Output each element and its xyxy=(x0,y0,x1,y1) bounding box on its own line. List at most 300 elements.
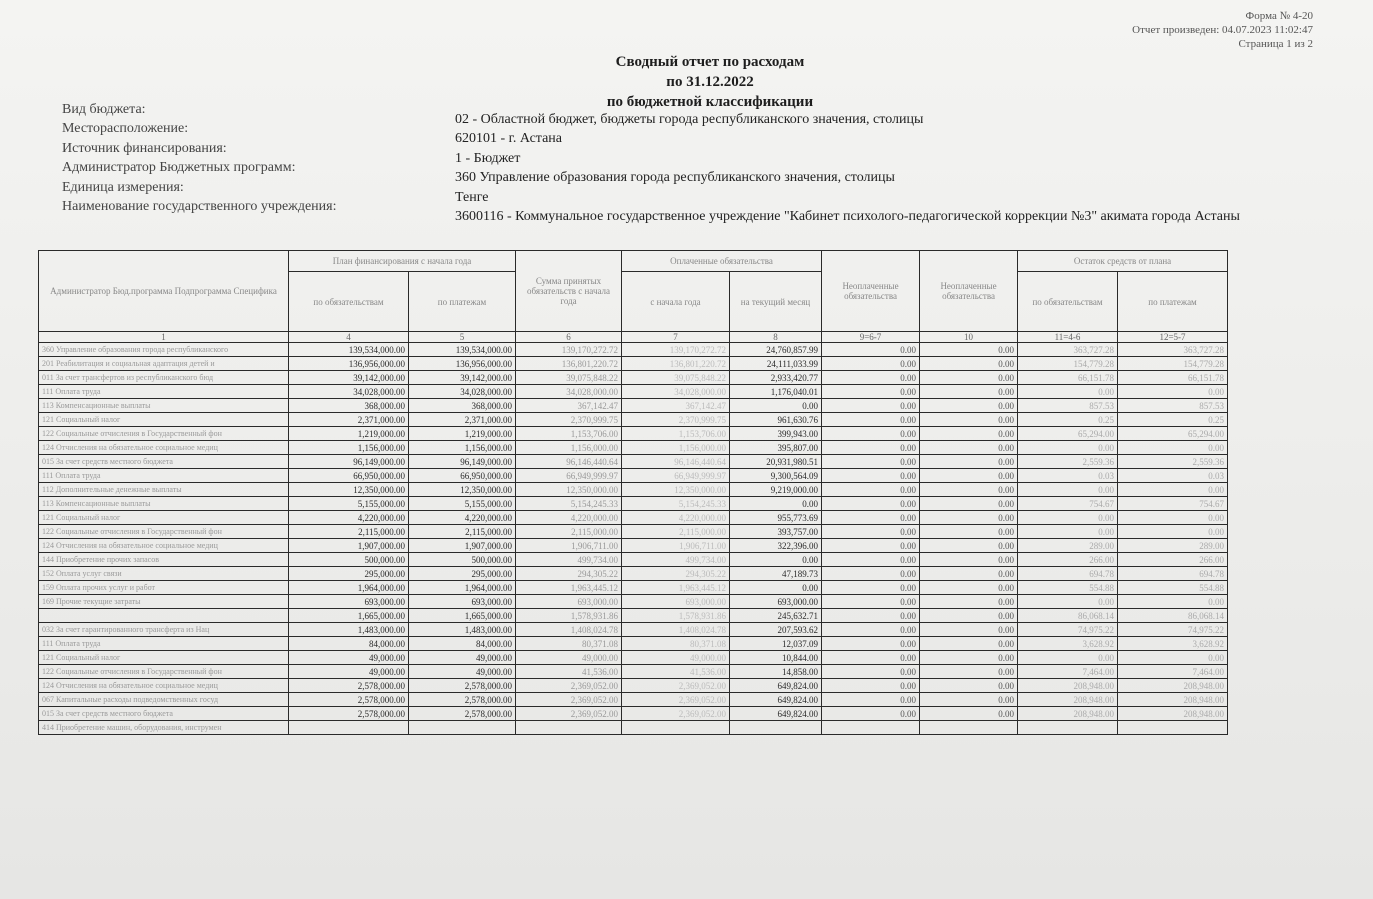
row-value: 0.00 xyxy=(1018,483,1118,497)
row-value: 295,000.00 xyxy=(409,567,516,581)
column-number: 8 xyxy=(730,332,822,343)
row-value: 49,000.00 xyxy=(289,665,409,679)
info-values xyxy=(455,110,1315,226)
row-name: 111 Оплата труда xyxy=(39,469,289,483)
table-row xyxy=(39,413,1351,427)
row-name: 124 Отчисления на обязательное социальное медиц xyxy=(39,441,289,455)
row-name: 121 Социальный налог xyxy=(39,511,289,525)
row-value: 367,142.47 xyxy=(622,399,730,413)
row-value: 2,369,052.00 xyxy=(516,707,622,721)
row-value: 295,000.00 xyxy=(289,567,409,581)
row-value xyxy=(730,721,822,735)
row-value: 2,933,420.77 xyxy=(730,371,822,385)
row-value: 0.00 xyxy=(1118,595,1228,609)
row-value: 0.25 xyxy=(1118,413,1228,427)
row-value: 208,948.00 xyxy=(1118,707,1228,721)
row-value: 0.00 xyxy=(920,525,1018,539)
row-value: 2,115,000.00 xyxy=(289,525,409,539)
row-name: 111 Оплата труда xyxy=(39,385,289,399)
row-value: 0.00 xyxy=(920,595,1018,609)
row-value: 294,305.22 xyxy=(622,567,730,581)
row-value: 0.00 xyxy=(1018,651,1118,665)
row-value: 0.00 xyxy=(822,609,920,623)
row-value xyxy=(289,721,409,735)
row-name: 159 Оплата прочих услуг и работ xyxy=(39,581,289,595)
row-value: 649,824.00 xyxy=(730,693,822,707)
row-name: 201 Реабилитация и социальная адаптация детей и xyxy=(39,357,289,371)
row-value: 66,949,999.97 xyxy=(622,469,730,483)
row-value: 154,779.28 xyxy=(1118,357,1228,371)
row-value: 0.00 xyxy=(920,679,1018,693)
row-value: 1,408,024.78 xyxy=(516,623,622,637)
row-value: 0.00 xyxy=(822,413,920,427)
row-value: 294,305.22 xyxy=(516,567,622,581)
row-value: 34,028,000.00 xyxy=(289,385,409,399)
row-value: 139,170,272.72 xyxy=(516,343,622,357)
row-value: 0.00 xyxy=(1118,525,1228,539)
row-value: 2,115,000.00 xyxy=(516,525,622,539)
row-value: 1,156,000.00 xyxy=(516,441,622,455)
row-value: 39,075,848.22 xyxy=(622,371,730,385)
row-value: 0.00 xyxy=(822,707,920,721)
info-value-administrator: 360 Управление образования города республиканского значения, столицы xyxy=(455,170,895,186)
table-row xyxy=(39,623,1351,637)
row-name: 032 За счет гарантированного трансферта из Нац xyxy=(39,623,289,637)
header-plan-payments: по платежам xyxy=(409,272,516,332)
info-label-location: Месторасположение: xyxy=(62,121,189,137)
table-row xyxy=(39,581,1351,595)
row-value: 4,220,000.00 xyxy=(516,511,622,525)
row-value: 0.00 xyxy=(1018,525,1118,539)
row-value: 0.00 xyxy=(920,427,1018,441)
row-value: 0.00 xyxy=(822,385,920,399)
row-value: 395,807.00 xyxy=(730,441,822,455)
info-label-institution: Наименование государственного учреждения: xyxy=(62,199,337,215)
row-value: 208,948.00 xyxy=(1018,693,1118,707)
row-value: 66,151.78 xyxy=(1118,371,1228,385)
row-value: 0.00 xyxy=(920,413,1018,427)
row-value: 39,142,000.00 xyxy=(409,371,516,385)
info-label-unit: Единица измерения: xyxy=(62,179,184,195)
row-value: 0.00 xyxy=(822,651,920,665)
table-row xyxy=(39,707,1351,721)
row-value: 0.03 xyxy=(1018,469,1118,483)
row-value: 0.00 xyxy=(822,511,920,525)
row-value: 12,350,000.00 xyxy=(289,483,409,497)
row-value: 12,350,000.00 xyxy=(622,483,730,497)
row-value xyxy=(920,721,1018,735)
form-number: Форма № 4-20 xyxy=(1245,10,1313,22)
row-value: 1,964,000.00 xyxy=(289,581,409,595)
row-value: 694.78 xyxy=(1018,567,1118,581)
row-value xyxy=(516,721,622,735)
row-value: 0.00 xyxy=(1118,385,1228,399)
row-value: 96,149,000.00 xyxy=(289,455,409,469)
row-value: 208,948.00 xyxy=(1018,707,1118,721)
table-row xyxy=(39,567,1351,581)
row-value: 0.00 xyxy=(1118,483,1228,497)
row-value: 12,350,000.00 xyxy=(516,483,622,497)
table-row xyxy=(39,427,1351,441)
table-row xyxy=(39,511,1351,525)
row-value: 96,146,440.64 xyxy=(516,455,622,469)
header-rem-payments: по платежам xyxy=(1118,272,1228,332)
row-name: 111 Оплата труда xyxy=(39,637,289,651)
header-paid: Оплаченные обязательства xyxy=(622,251,822,272)
row-value: 96,149,000.00 xyxy=(409,455,516,469)
row-value: 2,578,000.00 xyxy=(289,679,409,693)
row-value: 399,943.00 xyxy=(730,427,822,441)
row-value: 0.00 xyxy=(822,469,920,483)
header-unpaid-1: Неоплаченные обязательства xyxy=(822,251,920,332)
row-value: 500,000.00 xyxy=(409,553,516,567)
row-value: 7,464.00 xyxy=(1118,665,1228,679)
row-value: 12,350,000.00 xyxy=(409,483,516,497)
row-value: 66,950,000.00 xyxy=(409,469,516,483)
row-value: 289.00 xyxy=(1118,539,1228,553)
row-value: 0.00 xyxy=(822,441,920,455)
row-value: 14,858.00 xyxy=(730,665,822,679)
table-row xyxy=(39,595,1351,609)
row-value: 0.00 xyxy=(1118,511,1228,525)
column-number: 9=6-7 xyxy=(822,332,920,343)
row-value: 2,578,000.00 xyxy=(289,693,409,707)
row-value: 0.00 xyxy=(822,679,920,693)
row-value: 0.00 xyxy=(822,567,920,581)
header-code: Администратор Бюд.программа Подпрограмма Специфика xyxy=(39,251,289,332)
row-value: 393,757.00 xyxy=(730,525,822,539)
title-line-1: Сводный отчет по расходам xyxy=(615,54,805,70)
row-value: 1,483,000.00 xyxy=(289,623,409,637)
row-value: 1,963,445.12 xyxy=(516,581,622,595)
row-value: 0.00 xyxy=(822,623,920,637)
column-number: 6 xyxy=(516,332,622,343)
row-value: 12,037.09 xyxy=(730,637,822,651)
row-value: 0.00 xyxy=(920,553,1018,567)
row-name: 113 Компенсационные выплаты xyxy=(39,497,289,511)
row-value: 368,000.00 xyxy=(409,399,516,413)
row-name: 067 Капитальные расходы подведомственных госуд xyxy=(39,693,289,707)
row-value: 39,142,000.00 xyxy=(289,371,409,385)
column-number: 11=4-6 xyxy=(1018,332,1118,343)
row-value: 5,154,245.33 xyxy=(516,497,622,511)
row-value: 49,000.00 xyxy=(409,665,516,679)
row-value: 1,665,000.00 xyxy=(409,609,516,623)
row-value: 0.00 xyxy=(920,623,1018,637)
row-value: 2,578,000.00 xyxy=(409,707,516,721)
row-value: 208,948.00 xyxy=(1118,693,1228,707)
row-value: 74,975.22 xyxy=(1018,623,1118,637)
row-value: 0.00 xyxy=(822,595,920,609)
row-name: 113 Компенсационные выплаты xyxy=(39,399,289,413)
column-number: 5 xyxy=(409,332,516,343)
row-value: 7,464.00 xyxy=(1018,665,1118,679)
row-value: 136,801,220.72 xyxy=(516,357,622,371)
row-value: 500,000.00 xyxy=(289,553,409,567)
row-value: 2,115,000.00 xyxy=(409,525,516,539)
row-value: 0.00 xyxy=(822,483,920,497)
table-row xyxy=(39,609,1351,623)
row-value: 34,028,000.00 xyxy=(516,385,622,399)
table-row xyxy=(39,525,1351,539)
column-number-row xyxy=(39,332,1351,343)
row-value: 0.00 xyxy=(1018,595,1118,609)
row-value: 693,000.00 xyxy=(622,595,730,609)
row-value: 0.00 xyxy=(920,511,1018,525)
row-value: 136,956,000.00 xyxy=(289,357,409,371)
row-value: 0.25 xyxy=(1018,413,1118,427)
row-value: 2,371,000.00 xyxy=(289,413,409,427)
row-value: 0.00 xyxy=(920,707,1018,721)
row-name: 015 За счет средств местного бюджета xyxy=(39,455,289,469)
table-row xyxy=(39,385,1351,399)
row-value: 4,220,000.00 xyxy=(622,511,730,525)
row-value: 41,536.00 xyxy=(622,665,730,679)
table-row xyxy=(39,539,1351,553)
row-value: 34,028,000.00 xyxy=(622,385,730,399)
row-value: 49,000.00 xyxy=(289,651,409,665)
header-unpaid-2: Неоплаченные обязательства xyxy=(920,251,1018,332)
row-value: 2,369,052.00 xyxy=(516,679,622,693)
row-value: 136,956,000.00 xyxy=(409,357,516,371)
row-value: 0.00 xyxy=(822,371,920,385)
row-value: 0.00 xyxy=(920,665,1018,679)
row-value: 65,294.00 xyxy=(1018,427,1118,441)
row-value: 0.03 xyxy=(1118,469,1228,483)
row-value: 367,142.47 xyxy=(516,399,622,413)
row-value: 49,000.00 xyxy=(622,651,730,665)
row-value: 49,000.00 xyxy=(516,651,622,665)
row-value: 49,000.00 xyxy=(409,651,516,665)
title-line-3: по бюджетной классификации xyxy=(606,94,814,110)
row-value: 363,727.28 xyxy=(1118,343,1228,357)
info-label-budget-type: Вид бюджета: xyxy=(62,102,146,117)
row-value: 1,219,000.00 xyxy=(289,427,409,441)
row-value: 4,220,000.00 xyxy=(409,511,516,525)
row-value: 4,220,000.00 xyxy=(289,511,409,525)
row-value: 754.67 xyxy=(1018,497,1118,511)
row-value: 41,536.00 xyxy=(516,665,622,679)
row-value: 0.00 xyxy=(920,651,1018,665)
row-value: 84,000.00 xyxy=(289,637,409,651)
table-row xyxy=(39,455,1351,469)
row-value: 0.00 xyxy=(822,665,920,679)
row-value: 5,155,000.00 xyxy=(409,497,516,511)
row-value: 0.00 xyxy=(920,497,1018,511)
form-meta xyxy=(1132,9,1313,51)
table-row xyxy=(39,399,1351,413)
row-value: 2,371,000.00 xyxy=(409,413,516,427)
row-value: 499,734.00 xyxy=(622,553,730,567)
row-value: 80,371.08 xyxy=(622,637,730,651)
row-value: 0.00 xyxy=(920,357,1018,371)
row-value: 0.00 xyxy=(920,441,1018,455)
column-number: 7 xyxy=(622,332,730,343)
row-value: 0.00 xyxy=(920,385,1018,399)
header-accepted: Сумма принятых обязательств с начала года xyxy=(516,251,622,332)
row-value: 9,300,564.09 xyxy=(730,469,822,483)
row-value: 1,156,000.00 xyxy=(289,441,409,455)
row-value: 86,068.14 xyxy=(1018,609,1118,623)
row-name: 121 Социальный налог xyxy=(39,651,289,665)
row-value: 0.00 xyxy=(920,371,1018,385)
row-value: 1,483,000.00 xyxy=(409,623,516,637)
row-value: 554.88 xyxy=(1018,581,1118,595)
row-value: 5,154,245.33 xyxy=(622,497,730,511)
row-value: 0.00 xyxy=(730,553,822,567)
row-value: 1,176,040.01 xyxy=(730,385,822,399)
row-value: 207,593.62 xyxy=(730,623,822,637)
info-value-budget-type: 02 - Областной бюджет, бюджеты города республиканского значения, столицы xyxy=(455,112,924,127)
row-value: 1,153,706.00 xyxy=(516,427,622,441)
row-value: 0.00 xyxy=(1018,511,1118,525)
row-name: 414 Приобретение машин, оборудования, инструмен xyxy=(39,721,289,735)
row-value: 499,734.00 xyxy=(516,553,622,567)
row-value xyxy=(1018,721,1118,735)
row-name: 122 Социальные отчисления в Государственный фон xyxy=(39,665,289,679)
row-value: 24,111,033.99 xyxy=(730,357,822,371)
row-value: 0.00 xyxy=(822,693,920,707)
table-row xyxy=(39,343,1351,357)
row-value: 66,949,999.97 xyxy=(516,469,622,483)
row-value: 0.00 xyxy=(1118,651,1228,665)
row-value: 39,075,848.22 xyxy=(516,371,622,385)
row-value: 2,578,000.00 xyxy=(289,707,409,721)
row-value: 66,151.78 xyxy=(1018,371,1118,385)
row-value: 1,156,000.00 xyxy=(409,441,516,455)
row-value: 2,115,000.00 xyxy=(622,525,730,539)
row-value xyxy=(822,721,920,735)
row-value: 139,534,000.00 xyxy=(289,343,409,357)
row-value: 693,000.00 xyxy=(516,595,622,609)
row-value: 47,189.73 xyxy=(730,567,822,581)
table-row xyxy=(39,651,1351,665)
info-value-unit: Тенге xyxy=(455,189,489,205)
row-value: 0.00 xyxy=(920,567,1018,581)
row-name: 112 Дополнительные денежные выплаты xyxy=(39,483,289,497)
row-value: 0.00 xyxy=(920,483,1018,497)
row-value: 0.00 xyxy=(1018,385,1118,399)
row-value: 139,170,272.72 xyxy=(622,343,730,357)
row-value: 208,948.00 xyxy=(1018,679,1118,693)
table-row xyxy=(39,483,1351,497)
table-body xyxy=(39,343,1351,735)
row-name: 124 Отчисления на обязательное социальное медиц xyxy=(39,539,289,553)
info-value-location: 620101 - г. Астана xyxy=(455,131,563,147)
row-value: 0.00 xyxy=(822,539,920,553)
info-value-institution: 3600116 - Коммунальное государственное учреждение "Кабинет психолого-педагогической коррекции №3" акимата города Астаны xyxy=(455,209,1240,225)
row-value: 0.00 xyxy=(920,581,1018,595)
header-remainder: Остаток средств от плана xyxy=(1018,251,1228,272)
row-value: 0.00 xyxy=(920,693,1018,707)
row-value: 1,906,711.00 xyxy=(622,539,730,553)
row-value: 9,219,000.00 xyxy=(730,483,822,497)
header-paid-from-start: с начала года xyxy=(622,272,730,332)
row-value: 66,950,000.00 xyxy=(289,469,409,483)
row-value: 34,028,000.00 xyxy=(409,385,516,399)
table-row xyxy=(39,553,1351,567)
report-title xyxy=(510,52,910,112)
generated-timestamp: Отчет произведен: 04.07.2023 11:02:47 xyxy=(1132,24,1313,36)
row-value: 136,801,220.72 xyxy=(622,357,730,371)
row-value: 649,824.00 xyxy=(730,679,822,693)
row-value: 0.00 xyxy=(730,399,822,413)
table-row xyxy=(39,357,1351,371)
row-value: 1,408,024.78 xyxy=(622,623,730,637)
row-value: 2,370,999.75 xyxy=(516,413,622,427)
row-name: 122 Социальные отчисления в Государственный фон xyxy=(39,427,289,441)
row-value: 363,727.28 xyxy=(1018,343,1118,357)
row-value: 266.00 xyxy=(1018,553,1118,567)
row-value: 139,534,000.00 xyxy=(409,343,516,357)
info-labels xyxy=(62,100,336,216)
row-value: 24,760,857.99 xyxy=(730,343,822,357)
row-value: 0.00 xyxy=(822,343,920,357)
row-value: 1,219,000.00 xyxy=(409,427,516,441)
row-value: 0.00 xyxy=(730,581,822,595)
row-value: 754.67 xyxy=(1118,497,1228,511)
row-value: 1,964,000.00 xyxy=(409,581,516,595)
row-name: 360 Управление образования города республиканского xyxy=(39,343,289,357)
row-value: 694.78 xyxy=(1118,567,1228,581)
row-value: 74,975.22 xyxy=(1118,623,1228,637)
table-row xyxy=(39,665,1351,679)
table-row xyxy=(39,371,1351,385)
row-value xyxy=(622,721,730,735)
row-value: 0.00 xyxy=(920,455,1018,469)
row-value: 2,369,052.00 xyxy=(622,707,730,721)
row-value: 0.00 xyxy=(822,525,920,539)
row-value: 0.00 xyxy=(920,539,1018,553)
row-value: 2,578,000.00 xyxy=(409,693,516,707)
row-value: 0.00 xyxy=(920,609,1018,623)
row-value: 84,000.00 xyxy=(409,637,516,651)
row-value: 1,578,931.86 xyxy=(516,609,622,623)
table-row xyxy=(39,441,1351,455)
expense-table xyxy=(38,250,1351,735)
row-value: 96,146,440.64 xyxy=(622,455,730,469)
row-value: 0.00 xyxy=(1018,441,1118,455)
row-value: 245,632.71 xyxy=(730,609,822,623)
row-value: 208,948.00 xyxy=(1118,679,1228,693)
row-value: 0.00 xyxy=(1118,441,1228,455)
row-value: 1,578,931.86 xyxy=(622,609,730,623)
row-value: 0.00 xyxy=(920,637,1018,651)
row-value: 0.00 xyxy=(822,399,920,413)
row-value: 554.88 xyxy=(1118,581,1228,595)
row-value: 65,294.00 xyxy=(1118,427,1228,441)
row-value: 0.00 xyxy=(822,357,920,371)
title-line-2: по 31.12.2022 xyxy=(666,74,754,90)
table-row xyxy=(39,721,1351,735)
row-value: 2,369,052.00 xyxy=(516,693,622,707)
column-number: 12=5-7 xyxy=(1118,332,1228,343)
row-value: 3,628.92 xyxy=(1018,637,1118,651)
row-value xyxy=(409,721,516,735)
column-number: 1 xyxy=(39,332,289,343)
row-value: 3,628.92 xyxy=(1118,637,1228,651)
row-name: 122 Социальные отчисления в Государственный фон xyxy=(39,525,289,539)
info-label-administrator: Администратор Бюджетных программ: xyxy=(62,160,296,176)
row-value: 857.53 xyxy=(1018,399,1118,413)
row-value: 2,559.36 xyxy=(1018,455,1118,469)
row-value: 857.53 xyxy=(1118,399,1228,413)
row-value: 1,907,000.00 xyxy=(409,539,516,553)
row-value: 0.00 xyxy=(920,469,1018,483)
table-row xyxy=(39,693,1351,707)
page-indicator: Страница 1 из 2 xyxy=(1238,38,1313,50)
row-value: 0.00 xyxy=(822,581,920,595)
